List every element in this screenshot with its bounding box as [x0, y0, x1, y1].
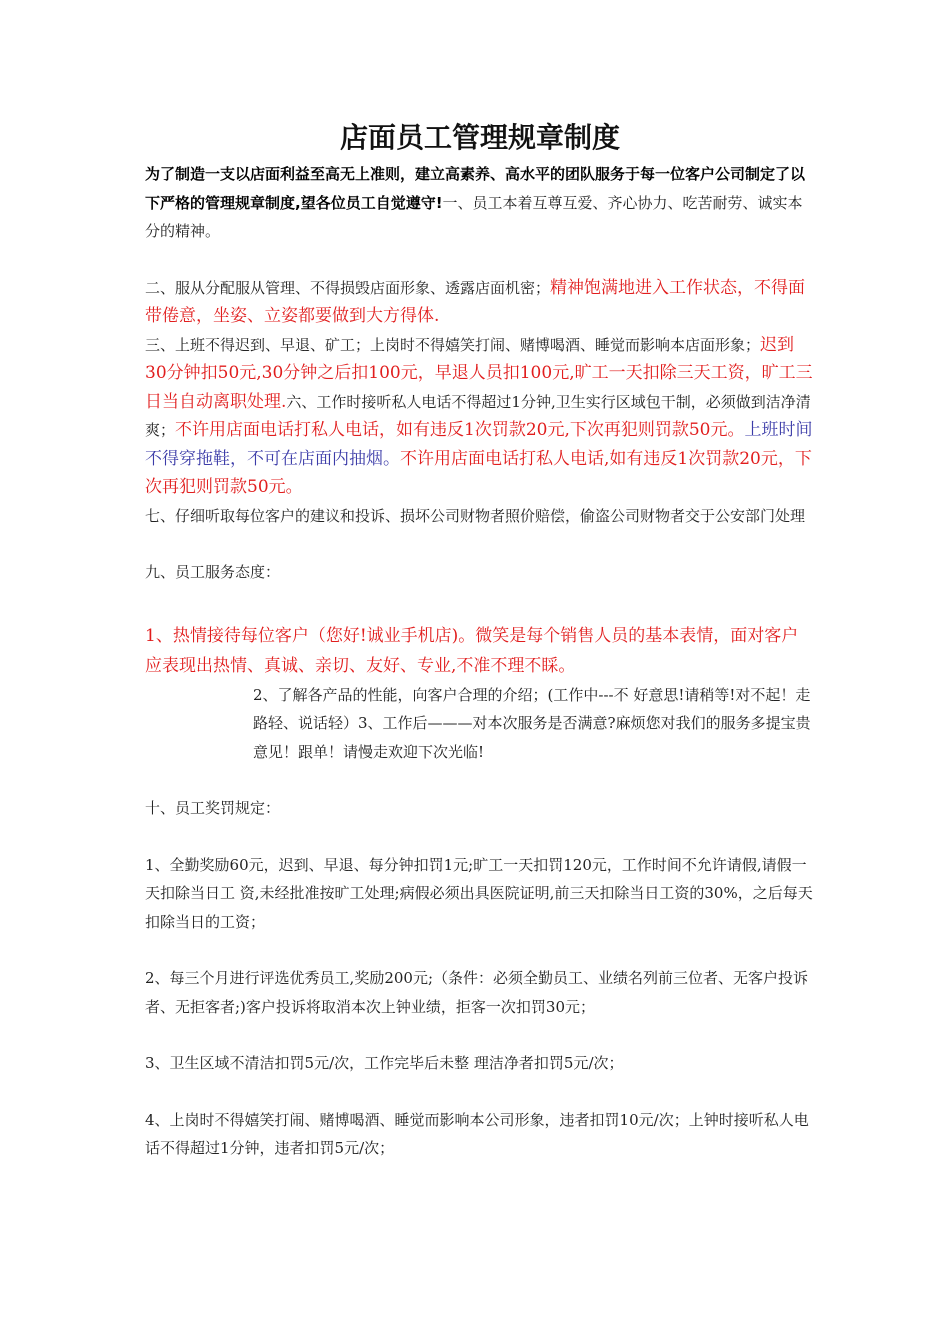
service-item-2: 2、了解各产品的性能，向客户合理的介绍；(工作中---不 好意思!请稍等!对不起！走路轻、说话轻）3、工作后———对本次服务是否满意?麻烦您对我们的服务多提宝贵意见！跟单！请慢走欢迎下次光临!: [253, 685, 811, 761]
rule-two-text: 二、服从分配服从管理、不得损毁店面形象、透露店面机密；: [145, 278, 551, 297]
rule-seven: 七、仔细听取每位客户的建议和投诉、损坏公司财物者照价赔偿，偷盗公司财物者交于公安部门处理: [145, 506, 806, 525]
section-nine-title: 九、员工服务态度：: [145, 563, 281, 581]
rule-three-penalty: 迟到30分钟扣50元,30分钟之后扣100元，早退人员扣100元,旷工一天扣除三天工资，旷工三日当自动离职处理.: [145, 334, 813, 412]
reward-rule-3: 3、卫生区域不清洁扣罚5元/次，工作完毕后未整 理洁净者扣罚5元/次；: [145, 1054, 624, 1072]
document-title: 店面员工管理规章制度: [339, 121, 620, 154]
reward-rule-4: 4、上岗时不得嬉笑打闹、赌博喝酒、睡觉而影响本公司形象，违者扣罚10元/次；上钟时接听私人电话不得超过1分钟，违者扣罚5元/次；: [145, 1110, 809, 1157]
rule-dress-text: 上班时间不得穿拖鞋，不可在店面内抽烟。: [145, 420, 813, 469]
rule-two-red-text: 精神饱满地进入工作状态，不得面带倦意，坐姿、立姿都要做到大方得体.: [145, 277, 806, 326]
reward-rule-1: 1、全勤奖励60元，迟到、早退、每分钟扣罚1元;旷工一天扣罚120元，工作时间不允许请假,请假一天扣除当日工 资,未经批准按旷工处理;病假必须出具医院证明,前三天扣除当日工资的30%，之后每天扣除当日的工资；: [145, 855, 813, 931]
rule-three-text: 三、上班不得迟到、早退、矿工；上岗时不得嬉笑打闹、赌博喝酒、睡觉而影响本店面形象；: [145, 335, 761, 354]
rule-six-penalty: 不许用店面电话打私人电话，如有违反1次罚款20元,下次再犯则罚款50元。: [175, 420, 745, 440]
rule-phone-penalty: 不许用店面电话打私人电话,如有违反1次罚款20元，下次再犯则罚款50元。: [145, 448, 812, 497]
document-page: [145, 118, 815, 1163]
intro-bold-text: 为了制造一支以店面利益至高无上准则，建立高素养、高水平的团队服务于每一位客户公司制定了以下严格的管理规章制度,望各位员工自觉遵守!: [145, 165, 806, 212]
section-ten-title: 十、员工奖罚规定：: [145, 799, 281, 817]
rule-two: [145, 274, 815, 331]
rule-three: [145, 331, 815, 502]
intro-paragraph: [145, 160, 815, 246]
reward-rule-2: 2、每三个月进行评选优秀员工,奖励200元;（条件：必须全勤员工、业绩名列前三位者、无客户投诉者、无拒客者;)客户投诉将取消本次上钟业绩，拒客一次扣罚30元；: [145, 969, 808, 1016]
service-item-1: 1、热情接待每位客户（您好!诚业手机店)。微笑是每个销售人员的基本表情，面对客户应表现出热情、真诚、亲切、友好、专业,不准不理不睬。: [145, 625, 799, 676]
rule-six-text: 六、工作时接听私人电话不得超过1分钟,卫生实行区域包干制，必须做到洁净清爽；: [145, 392, 811, 439]
intro-rule-one: 一、员工本着互尊互爱、齐心协力、吃苦耐劳、诚实本分的精神。: [145, 193, 803, 240]
